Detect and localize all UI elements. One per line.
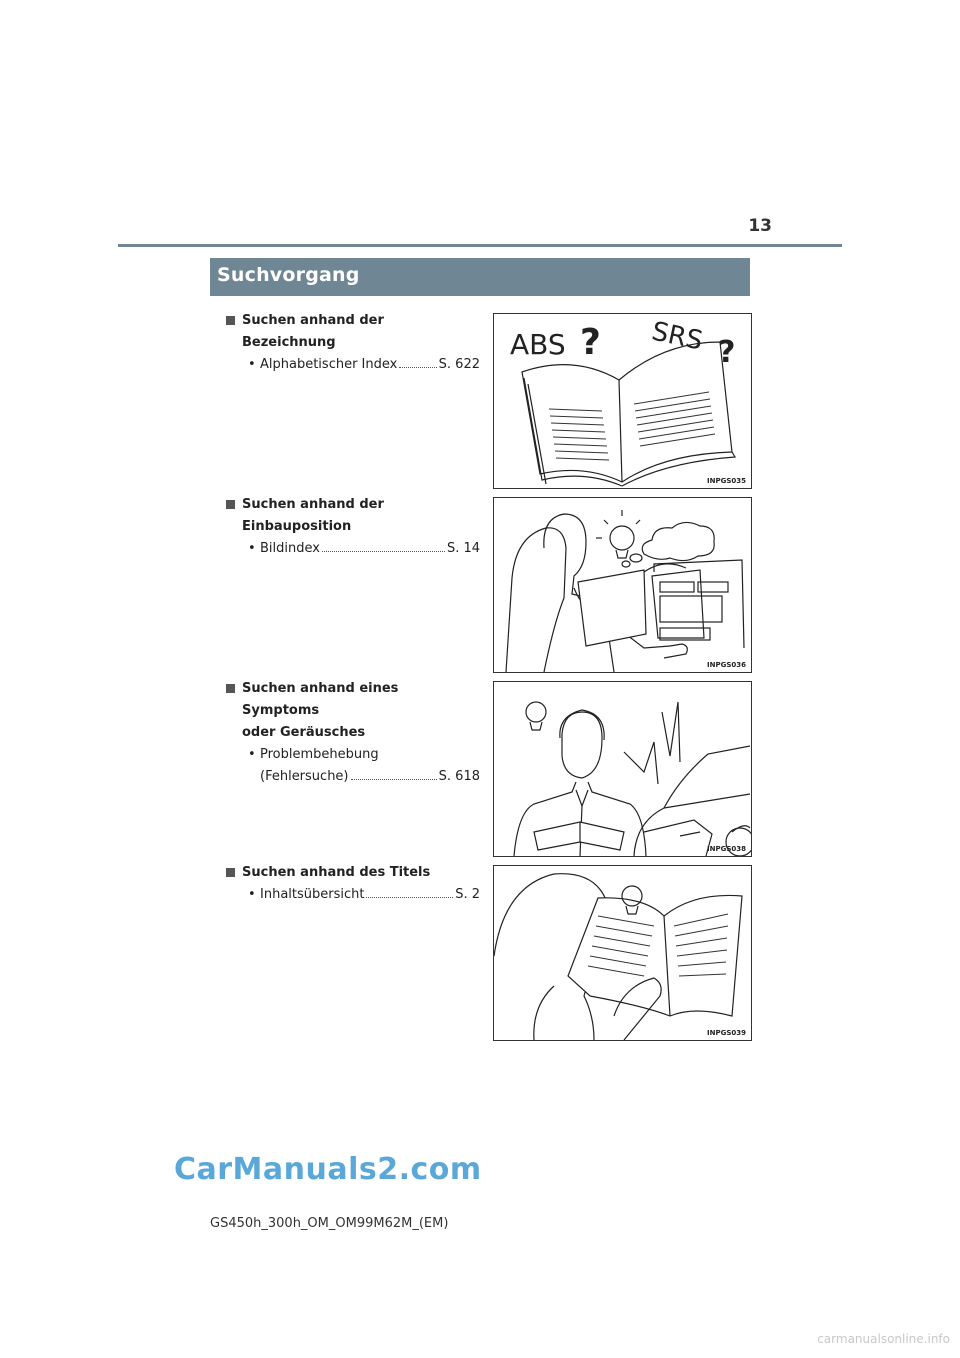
bullet-icon: • (248, 541, 256, 556)
abs-label: ABS (510, 328, 566, 361)
question-mark: ? (580, 322, 601, 363)
dot-leader (399, 367, 436, 368)
page-reference: S. 14 (446, 541, 480, 556)
section-title: Suchvorgang (217, 264, 360, 286)
mechanic-car-illustration (494, 682, 751, 856)
page-reference: S. 622 (438, 357, 480, 372)
figure-open-book (493, 313, 752, 489)
header-rule (118, 244, 842, 247)
dot-leader (322, 551, 445, 552)
square-bullet-icon (226, 500, 235, 509)
page-reference: S. 2 (455, 887, 480, 902)
figure-code: INPGS039 (707, 1029, 746, 1037)
figure-table-of-contents (493, 865, 752, 1041)
watermark-logo: CarManuals2.com (174, 1152, 482, 1187)
figure-code: INPGS038 (707, 845, 746, 853)
entry-by-position (224, 494, 480, 560)
entry-heading: Suchen anhand eines Symptoms oder Geräusches (224, 678, 480, 744)
page-number: 13 (748, 216, 772, 236)
open-book-illustration (494, 314, 751, 488)
contents-reference[interactable]: • Inhaltsübersicht S. 2 (224, 884, 480, 906)
bullet-icon: • (248, 887, 256, 902)
picture-index-reference[interactable]: • Bildindex S. 14 (224, 538, 480, 560)
square-bullet-icon (226, 868, 235, 877)
driver-illustration (494, 498, 751, 672)
site-watermark: carmanualsonline.info (817, 1332, 950, 1346)
figure-driver-dashboard (493, 497, 752, 673)
entry-heading: Suchen anhand der Bezeichnung (224, 310, 480, 354)
figure-code: INPGS036 (707, 661, 746, 669)
dot-leader (366, 897, 453, 898)
figure-code: INPGS035 (707, 477, 746, 485)
entry-heading: Suchen anhand der Einbauposition (224, 494, 480, 538)
entry-by-name (224, 310, 480, 376)
square-bullet-icon (226, 316, 235, 325)
figure-symptom-noise (493, 681, 752, 857)
troubleshooting-reference[interactable]: (Fehlersuche) S. 618 (224, 766, 480, 788)
bullet-icon: • (248, 357, 256, 372)
contents-reading-illustration (494, 866, 751, 1040)
bullet-icon: • (248, 747, 256, 762)
entry-by-symptom (224, 678, 480, 788)
question-mark: ? (718, 335, 736, 370)
troubleshooting-label: • Problembehebung (224, 744, 480, 766)
srs-label: SRS (649, 316, 706, 357)
entry-by-title (224, 862, 480, 906)
dot-leader (351, 779, 437, 780)
square-bullet-icon (226, 684, 235, 693)
page-reference: S. 618 (438, 769, 480, 784)
index-reference[interactable]: • Alphabetischer Index S. 622 (224, 354, 480, 376)
section-header (210, 258, 750, 296)
document-id: GS450h_300h_OM_OM99M62M_(EM) (210, 1216, 449, 1231)
entry-heading: Suchen anhand des Titels (224, 862, 480, 884)
